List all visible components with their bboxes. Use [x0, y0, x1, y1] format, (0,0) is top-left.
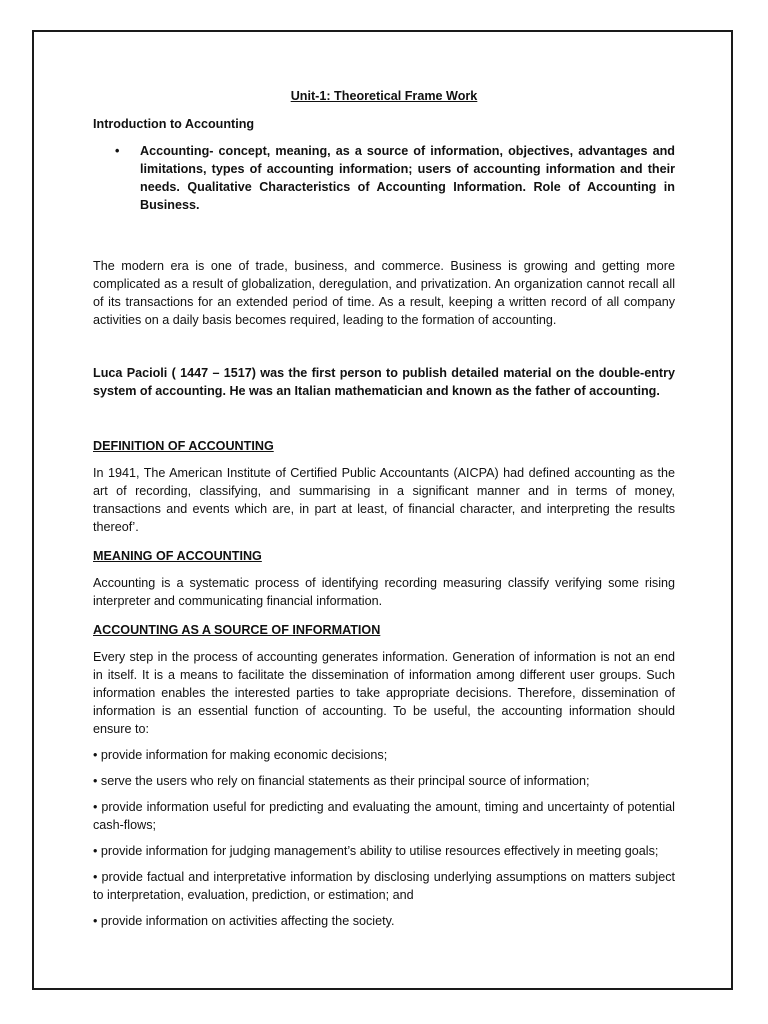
topic-text: Accounting- concept, meaning, as a source of information, objectives, advantages and limitations, types of accounting information; users of accounting information and their needs. Qualitative Characteristics of Accounting Information. Role of Accounting in Business.	[140, 144, 675, 212]
definition-text: In 1941, The American Institute of Certified Public Accountants (AICPA) had defined accounting as the art of recording, classifying, and summarising in a significant manner and in terms of money, transactions and events which are, in part at least, of financial character, and interpreting the results thereof’.	[93, 466, 675, 534]
meaning-heading: MEANING OF ACCOUNTING	[93, 549, 262, 563]
paragraph-luca-pacioli: Luca Pacioli ( 1447 – 1517) was the first person to publish detailed material on the double-entry system of accounting. He was an Italian mathematician and known as the father of accounting.	[93, 366, 675, 398]
meaning-text: Accounting is a systematic process of identifying recording measuring classify verifying some rising interpreter and communicating financial information.	[93, 576, 675, 608]
paragraph-modern-era: The modern era is one of trade, business, and commerce. Business is growing and getting more complicated as a result of globalization, deregulation, and privatization. An organization cannot recall all of its transactions for an extended period of time. As a result, keeping a written record of all company activities on a daily basis becomes required, leading to the formation of accounting.	[93, 259, 675, 327]
bullet-icon: •	[115, 144, 120, 158]
topic-list	[93, 142, 675, 214]
list-item: • provide factual and interpretative information by disclosing underlying assumptions on matters subject to interpretation, evaluation, prediction, or estimation; and	[93, 870, 675, 902]
page-title: Unit-1: Theoretical Frame Work	[290, 89, 478, 103]
list-item	[93, 142, 675, 214]
list-item: • provide information useful for predicting and evaluating the amount, timing and uncertainty of potential cash-flows;	[93, 800, 675, 832]
list-item: • provide information on activities affecting the society.	[93, 914, 395, 928]
intro-heading: Introduction to Accounting	[93, 117, 255, 131]
list-item: • serve the users who rely on financial statements as their principal source of information;	[93, 774, 590, 788]
definition-heading: DEFINITION OF ACCOUNTING	[93, 439, 274, 453]
list-item: • provide information for making economic decisions;	[93, 748, 388, 762]
list-item: • provide information for judging management’s ability to utilise resources effectively in meeting goals;	[93, 844, 659, 858]
source-heading: ACCOUNTING AS A SOURCE OF INFORMATION	[93, 623, 381, 637]
source-text: Every step in the process of accounting generates information. Generation of information is not an end in itself. It is a means to facilitate the dissemination of information among different user groups. Such information enables the interested parties to take appropriate decisions. Therefore, dissemination of information is an essential function of accounting. To be useful, the accounting information should ensure to:	[93, 650, 675, 736]
document-body	[93, 87, 675, 930]
